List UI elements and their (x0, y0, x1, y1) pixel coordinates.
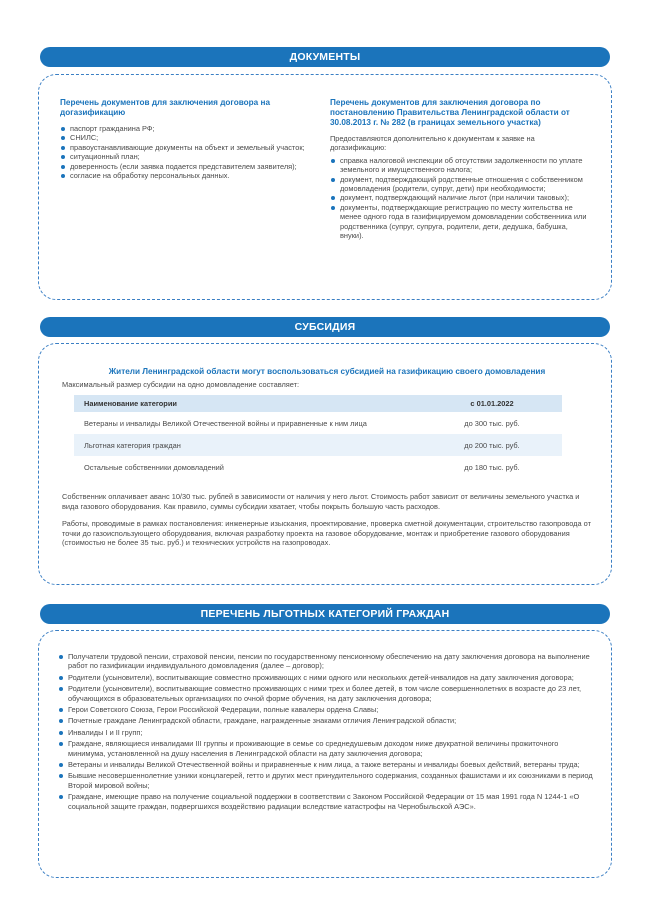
documents-left-heading: Перечень документов для заключения договора на догазификацию (60, 98, 270, 117)
subsidy-paragraph-2: Работы, проводимые в рамках постановления: инженерные изыскания, проектирование, проверка сметной документации, строительство газопровода от точки до газоиспользующего оборудования, включая разработку проекта на газовое оборудование, монтаж и приобретение газового оборудования (стоимостью не более 35 тыс. руб.) и технических устройств на газопроводах. (62, 519, 591, 548)
documents-right-list (330, 156, 592, 241)
categories-content (58, 652, 596, 811)
list-item: Получатели трудовой пенсии, страховой пенсии, пенсии по государственному пенсионному обеспечению на дату заключения договора на выполнение работ по газификации индивидуального домовладения (далее – договор); (58, 652, 596, 671)
categories-list (58, 652, 596, 811)
table-header-cell: с 01.01.2022 (422, 395, 562, 412)
table-header-row (74, 395, 562, 412)
table-cell: Льготная категория граждан (74, 434, 422, 456)
subsidy-banner: СУБСИДИЯ (40, 317, 610, 337)
table-cell: Остальные собственники домовладений (84, 462, 224, 472)
list-item: документ, подтверждающий наличие льгот (при наличии таковых); (330, 193, 592, 202)
list-item: документы, подтверждающие регистрацию по месту жительства не менее одного года в газифицируемом домовладении собственника или родственника (супруг, супруга, родители, дети, дедушка, бабушка, внуки). (330, 203, 592, 241)
list-item: СНИЛС; (60, 133, 310, 142)
list-item: Герои Советского Союза, Герои Российской Федерации, полные кавалеры ордена Славы; (58, 705, 596, 714)
table-row (74, 412, 562, 434)
list-item: документ, подтверждающий родственные отношения с собственником домовладения (родители, супруг, дети) при необходимости; (330, 175, 592, 194)
list-item: справка налоговой инспекции об отсутствии задолженности по уплате земельного и имущественного налога; (330, 156, 592, 175)
subsidy-heading: Жители Ленинградской области могут воспользоваться субсидией на газификацию своего домовладения (108, 367, 546, 376)
categories-banner: ПЕРЕЧЕНЬ ЛЬГОТНЫХ КАТЕГОРИЙ ГРАЖДАН (40, 604, 610, 624)
documents-left-list (60, 124, 310, 180)
table-row (74, 456, 562, 478)
list-item: Ветераны и инвалиды Великой Отечественной войны и приравненные к ним лица, а также ветераны и инвалиды боевых действий, ветераны труда; (58, 760, 596, 769)
documents-banner: ДОКУМЕНТЫ (40, 47, 610, 67)
list-item: Граждане, имеющие право на получение социальной поддержки в соответствии с Законом Российской Федерации от 15 мая 1991 года N 1244-1 «О социальной защите граждан, подвергшихся воздействию радиации вследствие катастрофы на Чернобыльской АЭС». (58, 792, 596, 811)
documents-left-column (60, 98, 310, 180)
list-item: Граждане, являющиеся инвалидами III группы и проживающие в семье со среднедушевым доходом ниже двукратной величины прожиточного минимума, установленной на душу населения в Ленинградской области на дату заключения договора; (58, 739, 596, 758)
documents-right-column (330, 98, 592, 240)
table-cell: Ветераны и инвалиды Великой Отечественной войны и приравненные к ним лица (84, 418, 367, 428)
table-cell: до 180 тыс. руб. (464, 462, 520, 472)
list-item: ситуационный план; (60, 152, 310, 161)
documents-right-heading: Перечень документов для заключения договора по постановлению Правительства Ленинградской области от 30.08.2013 г. № 282 (в границах земельного участка) (330, 98, 570, 127)
list-item: правоустанавливающие документы на объект и земельный участок; (60, 143, 310, 152)
table-cell: до 300 тыс. руб. (464, 418, 520, 428)
subsidy-intro: Максимальный размер субсидии на одно домовладение составляет: (62, 380, 300, 389)
subsidy-content (62, 367, 592, 547)
subsidy-table (74, 395, 562, 478)
documents-right-intro: Предоставляются дополнительно к документам к заявке на догазификацию: (330, 134, 535, 153)
list-item: паспорт гражданина РФ; (60, 124, 310, 133)
list-item: Родители (усыновители), воспитывающие совместно проживающих с ними трех и более детей, в том числе совершеннолетних в возрасте до 23 лет, обучающихся в образовательных организациях по очной форме обучения, на дату заключения договора; (58, 684, 596, 703)
list-item: доверенность (если заявка подается представителем заявителя); (60, 162, 310, 171)
subsidy-paragraph-1: Собственник оплачивает аванс 10/30 тыс. рублей в зависимости от наличия у него льгот. Стоимость работ зависит от величины земельного участка и вида газового оборудования. Как правило, суммы субсидии хватает, чтобы покрыть большую часть расходов. (62, 492, 580, 511)
list-item: Родители (усыновители), воспитывающие совместно проживающих с ними одного или нескольких детей-инвалидов на дату заключения договора; (58, 673, 596, 682)
list-item: согласие на обработку персональных данных. (60, 171, 310, 180)
table-row (74, 434, 562, 456)
table-header-cell: Наименование категории (74, 395, 422, 412)
list-item: Бывшие несовершеннолетние узники концлагерей, гетто и других мест принудительного содержания, созданных фашистами и их союзниками в период Второй мировой войны; (58, 771, 596, 790)
list-item: Инвалиды I и II групп; (58, 728, 596, 737)
table-cell: до 200 тыс. руб. (422, 434, 562, 456)
list-item: Почетные граждане Ленинградской области, граждане, награжденные знаками отличия Ленинградской области; (58, 716, 596, 725)
